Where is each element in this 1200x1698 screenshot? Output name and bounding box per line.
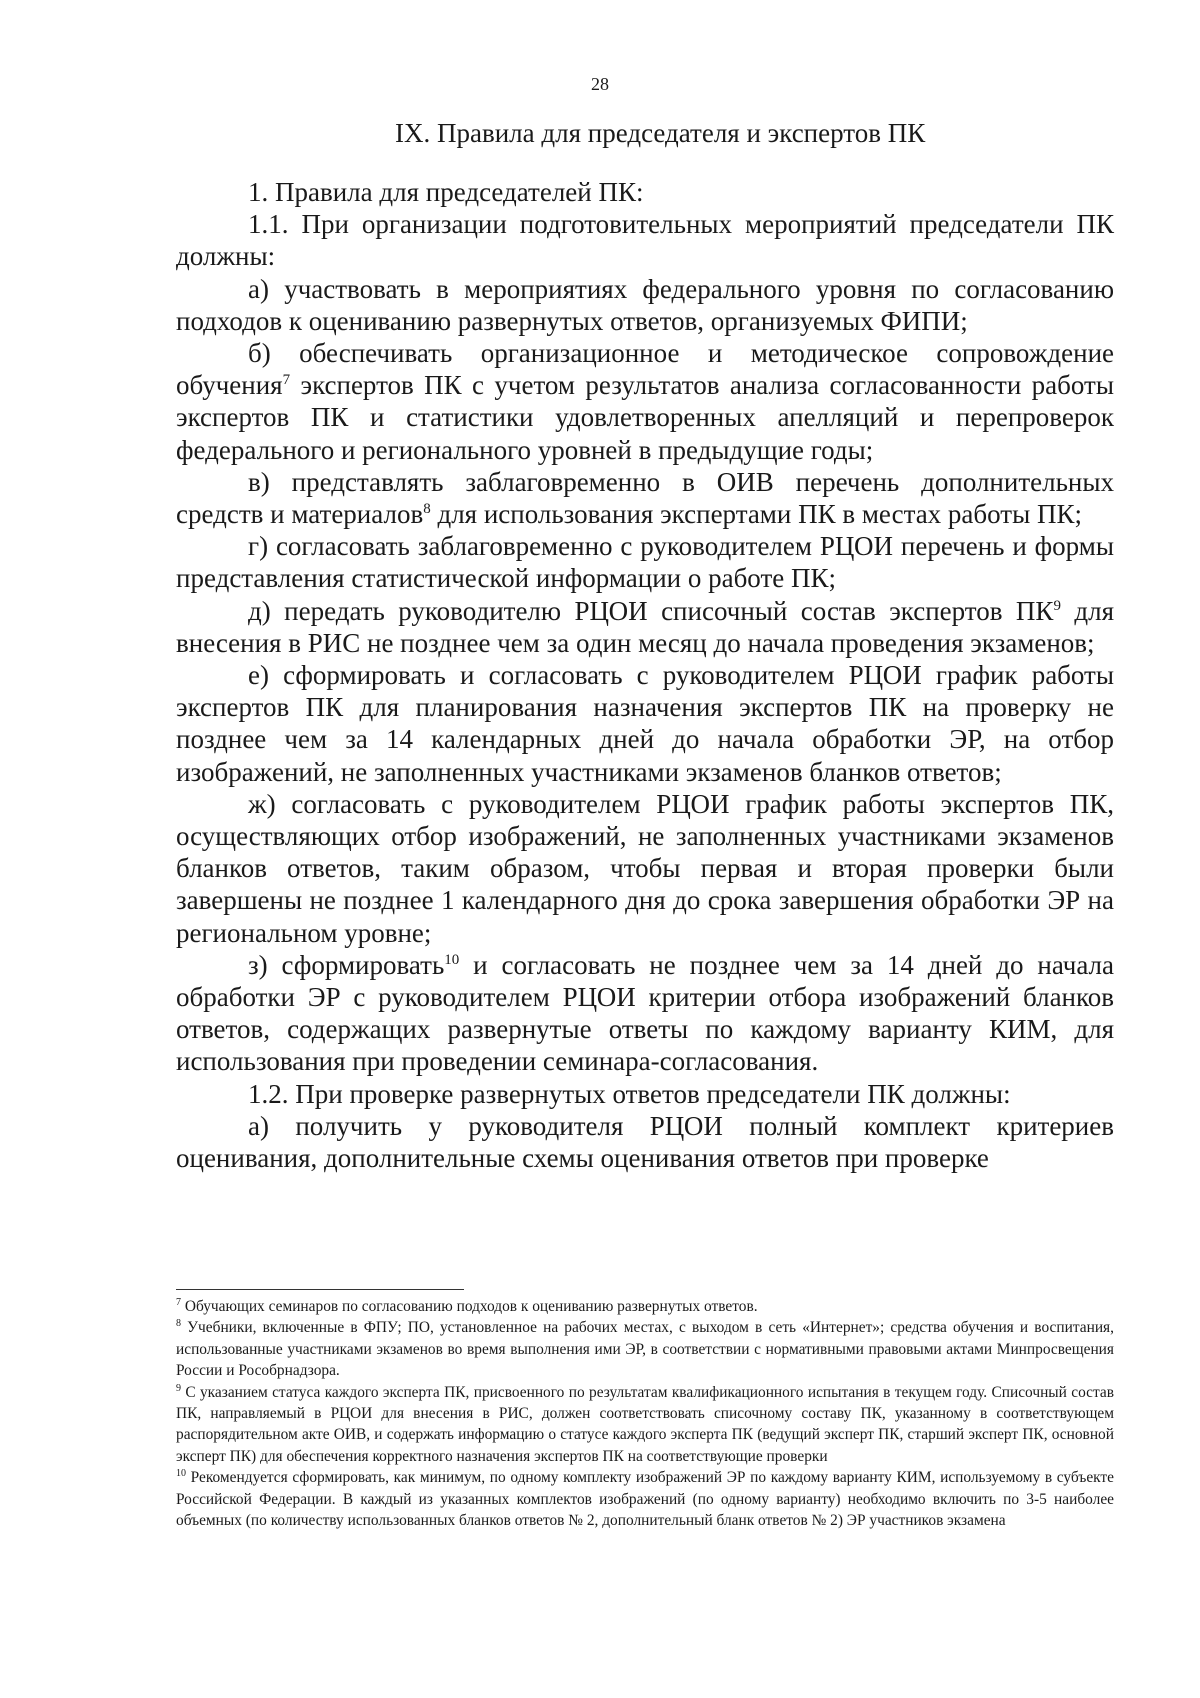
- footnote-separator: [176, 1289, 464, 1290]
- paragraph: 1.2. При проверке развернутых ответов председатели ПК должны:: [248, 1078, 1011, 1109]
- paragraph: е) сформировать и согласовать с руководителем РЦОИ график работы экспертов ПК для планирования назначения экспертов ПК на проверку не позднее чем за 14 календарных дней до начала обработки ЭР, на отбор изображений, не заполненных участниками экзаменов бланков ответов;: [176, 660, 1114, 787]
- paragraph: 1.1. При организации подготовительных мероприятий председатели ПК должны:: [176, 209, 1114, 272]
- paragraph: ж) согласовать с руководителем РЦОИ график работы экспертов ПК, осуществляющих отбор изображений, не заполненных участниками экзаменов бланков ответов, таким образом, чтобы первая и вторая проверки были завершены не позднее 1 календарного дня до срока завершения обработки ЭР на региональном уровне;: [176, 788, 1114, 948]
- paragraph: б) обеспечивать организационное и методическое сопровождение обучения$^7$ экспертов ПК с учетом результатов анализа согласованности работы экспертов ПК и статистики удовлетворенных апелляций и перепроверок федерального и регионального уровней в предыдущие годы;: [176, 338, 1114, 465]
- paragraph: д) передать руководителю РЦОИ списочный состав экспертов $ПК^9$ для внесения в РИС не позднее чем за один месяц до начала проведения экзаменов;: [176, 595, 1114, 658]
- footnote: $^9$ С указанием статуса каждого эксперта ПК, присвоенного по результатам квалификационного испытания в текущем году. Списочный состав ПК, направляемый в РЦОИ для внесения в РИС, должен соответствовать списочному составу ПК, указанному в соответствующем распорядительном акте ОИВ, и содержать информацию о статусе каждого эксперта ПК (ведущий эксперт ПК, старший эксперт ПК, основной эксперт ПК) для обеспечения корректного назначения экспертов ПК на соответствующие проверки: [176, 1382, 1114, 1465]
- paragraph: 1. Правила для председателей ПК:: [248, 177, 644, 207]
- section-title: IX. Правила для председателя и экспертов ПК: [395, 118, 926, 148]
- footnote-ref: 9: [1053, 597, 1061, 614]
- footnote: $^7$ Обучающих семинаров по согласованию подходов к оцениванию развернутых ответов.: [176, 1296, 758, 1315]
- footnote: $^{10}$ Рекомендуется сформировать, как минимум, по одному комплекту изображений ЭР по каждому варианту КИМ, используемому в субъекте Российской Федерации. В каждый из указанных комплектов изображений (по одному варианту) необходимо включить по 3-5 наиболее объемных (по количеству использованных бланков ответов № 2, дополнительный бланк ответов № 2) ЭР участников экзамена: [176, 1468, 1114, 1530]
- paragraph: з) сформировать$^{10}$ и согласовать не позднее чем за 14 дней до начала обработки ЭР с руководителем РЦОИ критерии отбора изображений бланков ответов, содержащих развернутые ответы по каждому варианту КИМ, для использования при проведении семинара-согласования.: [176, 949, 1114, 1077]
- footnote: $^8$ Учебники, включенные в ФПУ; ПО, установленное на рабочих местах, с выходом в сеть «Интернет»; средства обучения и воспитания, использованные участниками экзаменов во время выполнения ими ЭР, в соответствии с нормативными правовыми актами Минпросвещения России и Рособрнадзора.: [176, 1318, 1114, 1380]
- footnotes: [176, 1296, 1114, 1531]
- page-number: 28: [591, 74, 609, 94]
- paragraph: а) получить у руководителя РЦОИ полный комплект критериев оценивания, дополнительные схемы оценивания ответов при проверке: [176, 1110, 1114, 1174]
- paragraph: а) участвовать в мероприятиях федерального уровня по согласованию подходов к оцениванию развернутых ответов, организуемых ФИПИ;: [176, 273, 1114, 336]
- footnote-ref: 8: [423, 501, 431, 518]
- paragraph: г) согласовать заблаговременно с руководителем РЦОИ перечень и формы представления статистической информации о работе ПК;: [176, 531, 1114, 594]
- footnote-ref: 10: [444, 951, 460, 968]
- body-text: [176, 176, 1114, 1174]
- footnote-ref: 7: [282, 372, 291, 389]
- paragraph: в) представлять заблаговременно в ОИВ перечень дополнительных средств и материалов$^8$ для использования экспертами ПК в местах работы ПК;: [176, 466, 1114, 530]
